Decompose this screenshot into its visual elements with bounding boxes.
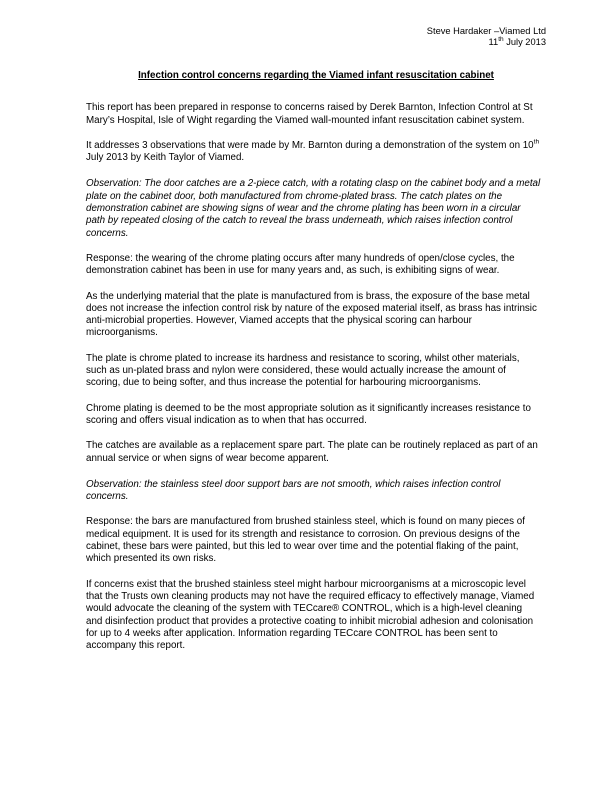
header-date-rest: July 2013 bbox=[503, 37, 546, 47]
paragraph-intro-2 bbox=[86, 140, 541, 165]
paragraph-intro-2-pre: It addresses 3 observations that were made by Mr. Barnton during a demonstration of the system on 10 bbox=[86, 139, 534, 151]
document-body bbox=[86, 102, 541, 652]
paragraph-intro-2-ordinal: th bbox=[533, 138, 540, 146]
paragraph-response-2-1: Response: the bars are manufactured from brushed stainless steel, which is found on many pieces of medical equipment. It is used for its strength and resistance to corrosion. On previous designs of the cabinet, these bars were painted, but this led to wear over time and the potential flaking of the paint, which presented its own risks. bbox=[86, 516, 525, 565]
document-header bbox=[0, 26, 546, 48]
paragraph-response-1-1: Response: the wearing of the chrome plating occurs after many hundreds of open/close cycles, the demonstration cabinet has been in use for many years and, as such, is exhibiting signs of wear. bbox=[86, 252, 515, 277]
header-author-line: Steve Hardaker –Viamed Ltd bbox=[426, 26, 546, 36]
paragraph-intro-1: This report has been prepared in response to concerns raised by Derek Barnton, Infection Control at St Mary’s Hospital, Isle of Wight regarding the Viamed wall-mounted infant resuscitation cabinet system. bbox=[86, 102, 533, 126]
paragraph-response-1-3: The plate is chrome plated to increase its hardness and resistance to scoring, whilst other materials, such as un-plated brass and nylon were considered, these would actually increase the amount of scoring, due to being softer, and thus increase the potential for harbouring microorganisms. bbox=[86, 352, 520, 389]
paragraph-response-1-5: The catches are available as a replacement spare part. The plate can be routinely replaced as part of an annual service or when signs of wear become apparent. bbox=[86, 440, 538, 464]
paragraph-response-1-2: As the underlying material that the plate is manufactured from is brass, the exposure of the base metal does not increase the infection control risk by nature of the exposed material itself, as brass has intrinsic anti-microbial properties. However, Viamed accepts that the physical scoring can harbour microorganisms. bbox=[86, 290, 537, 339]
document-title: Infection control concerns regarding the Viamed infant resuscitation cabinet bbox=[138, 70, 494, 81]
header-date-ordinal: th bbox=[498, 35, 504, 43]
header-date-day: 11 bbox=[488, 37, 499, 47]
paragraph-observation-2: Observation: the stainless steel door support bars are not smooth, which raises infection control concerns. bbox=[86, 478, 501, 503]
paragraph-intro-2-post: July 2013 by Keith Taylor of Viamed. bbox=[86, 152, 245, 164]
paragraph-response-2-2: If concerns exist that the brushed stainless steel might harbour microorganisms at a microscopic level that the Trusts own cleaning products may not have the required efficacy to effectively manage, Viamed would advocate the cleaning of the system with TECcare® CONTROL, which is a high-level cleaning and disinfection product that provides a protective coating to inhibit microbial adhesion and colonisation for up to 4 weeks after application. Information regarding TECcare CONTROL has been sent to accompany this report. bbox=[86, 578, 535, 652]
paragraph-observation-1: Observation: The door catches are a 2-piece catch, with a rotating clasp on the cabinet body and a metal plate on the cabinet door, both manufactured from chrome-plated brass. The catch plates on the demonstration cabinet are showing signs of wear and the chrome plating has been worn in a circular path by repeated closing of the catch to reveal the brass underneath, which raises infection control concerns. bbox=[86, 178, 541, 239]
header-date-line bbox=[0, 37, 546, 48]
paragraph-response-1-4: Chrome plating is deemed to be the most appropriate solution as it significantly increases resistance to scoring and offers visual indication as to when that has occurred. bbox=[86, 402, 531, 426]
